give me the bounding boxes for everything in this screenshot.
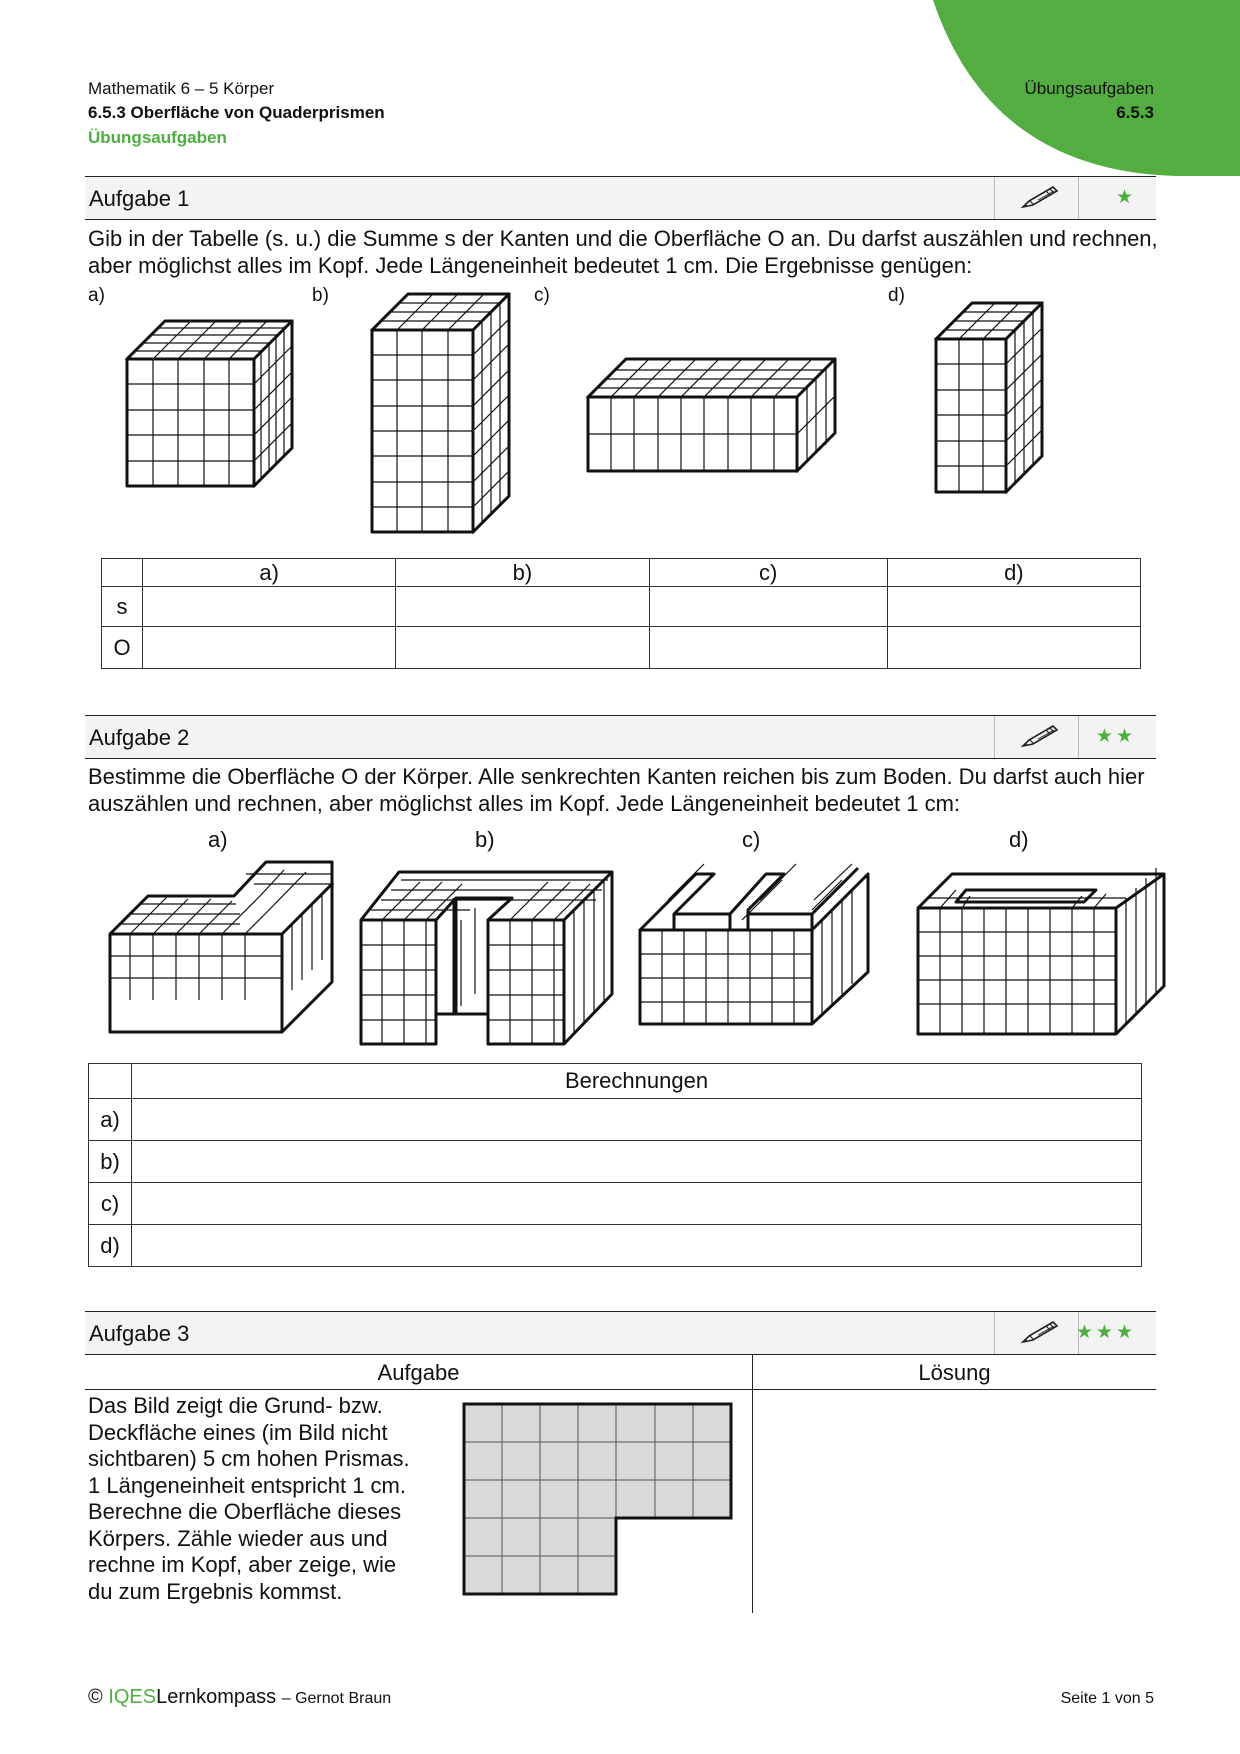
task2-figure-label-a: a): [208, 827, 228, 852]
task3-difficulty-stars: ★★★: [1075, 1322, 1136, 1343]
task1-figure-label-b: b): [312, 285, 329, 306]
section-label: Übungsaufgaben: [88, 128, 227, 147]
table-row: [89, 1141, 1142, 1183]
task2-figures: [0, 860, 1240, 1060]
task1-figure-label-a: a): [88, 285, 105, 306]
task2-instructions: Bestimme die Oberfläche O der Körper. Alle senkrechten Kanten reichen bis zum Boden. Du darfst auch hier auszählen und rechnen, aber möglichst alles im Kopf. Jede Längeneinheit bedeutet 1 cm:: [88, 764, 1145, 816]
task2-bar: [85, 715, 1156, 759]
task2-figure-label-c: c): [742, 827, 761, 852]
copyright-symbol: ©: [88, 1686, 103, 1708]
task3-instructions: Das Bild zeigt die Grund- bzw. Deckfläche eines (im Bild nicht sichtbaren) 5 cm hohen Prismas. 1 Längeneinheit entspricht 1 cm. Berechne die Oberfläche dieses Körpers. Zähle wieder aus und rechne im Kopf, aber zeige, wie du zum Ergebnis kommst.: [88, 1393, 410, 1604]
answer-cell[interactable]: [143, 627, 396, 669]
calculation-cell[interactable]: [132, 1099, 1142, 1141]
task1-difficulty-stars: ★: [1115, 187, 1136, 208]
task1-cuboid-c: [588, 359, 835, 471]
brand-iqes: IQES: [108, 1686, 157, 1708]
page-number: Seite 1 von 5: [1060, 1690, 1154, 1707]
answer-cell[interactable]: [649, 587, 887, 627]
answer-cell[interactable]: [143, 587, 396, 627]
pencil-icon: [1020, 1319, 1060, 1345]
calculation-cell[interactable]: [132, 1225, 1142, 1267]
task2-body-c: [640, 864, 868, 1024]
table-row: [89, 1183, 1142, 1225]
task2-body-b: [361, 872, 612, 1044]
task3-title: Aufgabe 3: [89, 1321, 190, 1346]
task3-solution-area[interactable]: [753, 1390, 1156, 1613]
task1-title: Aufgabe 1: [89, 186, 190, 211]
task1-cuboid-d: [936, 303, 1042, 492]
answer-cell[interactable]: [887, 587, 1140, 627]
task3-column-task: Aufgabe: [377, 1360, 460, 1385]
task1-results-table: [101, 558, 1141, 669]
calculation-cell[interactable]: [132, 1183, 1142, 1225]
footer-brand: [88, 1686, 391, 1709]
answer-cell[interactable]: [887, 627, 1140, 669]
task1-cuboid-a: [127, 321, 292, 486]
brand-lernkompass: Lernkompass: [156, 1686, 277, 1708]
column-header-d: d): [887, 559, 1140, 587]
table-row: [89, 1064, 1142, 1099]
row-label-a: a): [89, 1099, 132, 1141]
task1-figures: [0, 0, 1240, 560]
table-row: [89, 1099, 1142, 1141]
row-label-c: c): [89, 1183, 132, 1225]
column-header-a: a): [143, 559, 396, 587]
answer-cell[interactable]: [396, 627, 649, 669]
task2-figure-label-b: b): [475, 827, 495, 852]
column-header-c: c): [649, 559, 887, 587]
task2-title: Aufgabe 2: [89, 725, 190, 750]
row-label-d: d): [89, 1225, 132, 1267]
unit-title: 6.5.3 Oberfläche von Quaderprismen: [88, 103, 385, 122]
table-row: [102, 587, 1141, 627]
answer-cell[interactable]: [396, 587, 649, 627]
pencil-icon: [1020, 723, 1060, 749]
task3-column-solution: Lösung: [918, 1360, 991, 1385]
answer-cell[interactable]: [649, 627, 887, 669]
task3-bar: [85, 1311, 1156, 1355]
task1-figure-label-c: c): [534, 285, 550, 306]
row-label-o: O: [102, 627, 143, 669]
row-label-b: b): [89, 1141, 132, 1183]
header-right-label: Übungsaufgaben: [1024, 79, 1154, 98]
footer-author: – Gernot Braun: [281, 1690, 392, 1707]
task3-floorplan: [460, 1400, 736, 1600]
calculations-header: Berechnungen: [132, 1064, 1142, 1099]
task2-figure-label-d: d): [1009, 827, 1029, 852]
calculation-cell[interactable]: [132, 1141, 1142, 1183]
task2-difficulty-stars: ★★: [1095, 726, 1136, 747]
table-row: [102, 559, 1141, 587]
task1-instructions: Gib in der Tabelle (s. u.) die Summe s der Kanten und die Oberfläche O an. Du darfst auszählen und rechnen, aber möglichst alles im Kopf. Jede Längeneinheit bedeutet 1 cm. Die Ergebnisse genügen:: [88, 226, 1158, 278]
course-title: Mathematik 6 – 5 Körper: [88, 79, 275, 98]
task2-calculations-table: [88, 1063, 1142, 1267]
task1-figure-label-d: d): [888, 285, 905, 306]
table-row: [89, 1225, 1142, 1267]
header-right-number: 6.5.3: [1116, 103, 1154, 122]
task2-body-d: [918, 868, 1164, 1034]
task1-cuboid-b: [372, 294, 509, 532]
column-header-b: b): [396, 559, 649, 587]
task2-body-a: [110, 862, 334, 1032]
table-row: [102, 627, 1141, 669]
row-label-s: s: [102, 587, 143, 627]
